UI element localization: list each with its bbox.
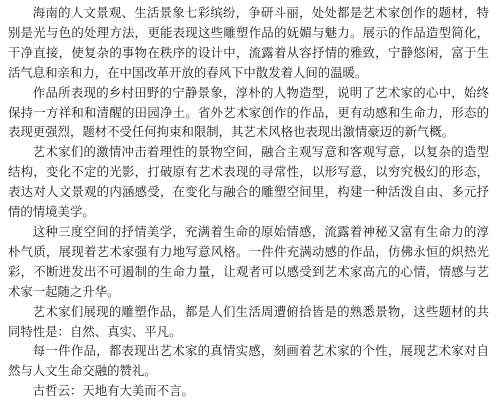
paragraph-7: 古哲云：天地有大美而不言。: [32, 383, 194, 399]
paragraph-4: 这种三度空间的抒情美学，充满着生命的原始情感，流露着神秘又富有生命力的淳朴气质，展现着艺术家强有力地写意风格。一件件充满动感的作品，仿佛永恒的炽热光彩，不断进发出不可遏制的生命力量，让观者可以感受到艺术家高亢的心情，情感与艺术家一起随之升华。: [8, 223, 489, 299]
paragraph-1: 海南的人文景观、生活景象七彩缤纷，争研斗丽，处处都是艺术家创作的题材，特别是光与色的处理方法，更能表现这些雕塑作品的妩媚与魅力。展示的作品造型简化，干净直接，使复杂的事物在秩序的设计中，流露着从容抒情的雅致，宁静悠闲，富于生活气息和亲和力，在中国改革开放的春风下中散发着人间的温暖。: [8, 5, 489, 80]
paragraph-2: 作品所表现的乡村田野的宁静景象，淳朴的人物造型，说明了艺术家的心中，始终保持一方祥和和清醒的田园净土。省外艺术家创作的作品，更有动感和生命力，形态的表现更强烈，题材不受任何拘束和限制，其艺术风格也表现出激情豪迈的新气概。: [8, 84, 489, 140]
paragraph-3: 艺术家们的激情冲击着理性的景物空间，融合主观写意和客观写意，以复杂的造型结构，变化不定的光影，打破原有艺术表现的寻常性，以形写意，以穷究极幻的形态，表达对人文景观的内涵感受，在变化与融合的雕塑空间里，构建一种活泼自由、多元抒情的情境美学。: [8, 144, 489, 220]
paragraph-5: 艺术家们展现的雕塑作品，都是人们生活周遭俯拾皆是的熟悉景物，这些题材的共同特性是：自然、真实、平凡。: [8, 303, 489, 339]
paragraph-6: 每一件作品，都表现出艺术家的真情实感，刻画着艺术家的个性，展现艺术家对自然与人文生命交融的赞礼。: [8, 343, 489, 379]
